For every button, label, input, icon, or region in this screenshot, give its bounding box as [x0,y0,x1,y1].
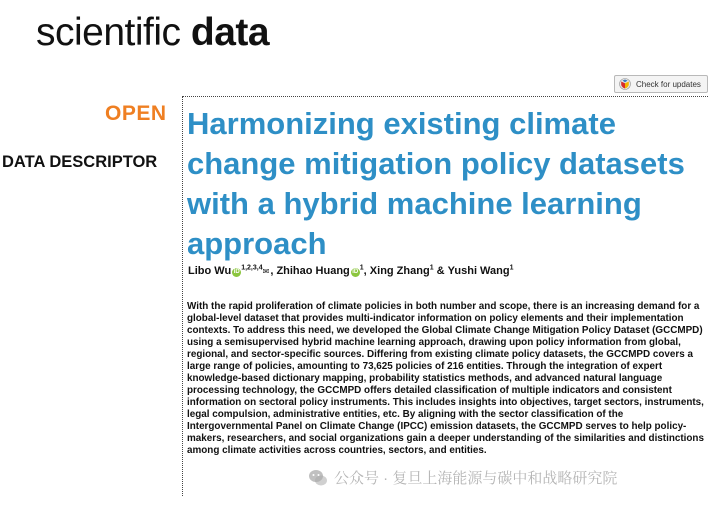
orcid-icon[interactable]: iD [233,268,240,275]
watermark [308,467,617,488]
author-separator: & [433,265,448,277]
author[interactable] [276,265,363,277]
affiliation-marker: 1,2,3,4 [241,264,263,272]
author-separator: , [270,265,277,277]
open-access-label: OPEN [105,102,167,125]
author-list [188,265,514,277]
dotted-vertical-rule [182,96,183,496]
author-name: Yushi Wang [447,265,510,277]
author-name: Libo Wu [188,265,232,277]
orcid-icon[interactable]: iD [352,268,359,275]
journal-logo [36,8,269,58]
affiliation-marker: 1 [429,264,434,272]
affiliation-marker: 1 [509,264,514,272]
abstract: With the rapid proliferation of climate policies in both number and scope, there is an increasing demand for a global-level dataset that provides multi-indicator information on policy elements and their implementation contexts. To address this need, we developed the Global Climate Change Mitigation Policy Dataset (GCCMPD) using a semisupervised hybrid machine learning approach, drawing upon policy information from global, regional, and sector-specific sources. Differing from existing climate policy datasets, the GCCMPD covers a large range of policies, amounting to 73,625 policies of 216 entities. Through the integration of expert knowledge-based dictionary mapping, probability statistics methods, and advanced natural language processing technology, the GCCMPD offers detailed classification of multiple indicators and consistent information on sectoral policy instruments. This includes insights into objectives, target sectors, instruments, legal compulsion, administrative entities, etc. By aligning with the sector classification of the Intergovernmental Panel on Climate Change (IPCC) emission datasets, the GCCMPD serves to help policy-makers, researchers, and social organizations gain a deeper understanding of the similarities and distinctions among climate activities across countries, sectors, and entities. [187,301,704,456]
article-type-label: DATA DESCRIPTOR [2,153,158,171]
author-separator: , [363,265,370,277]
author[interactable] [370,265,434,277]
author-name: Zhihao Huang [276,265,350,277]
wechat-icon [308,468,328,488]
envelope-icon[interactable]: ✉ [262,267,270,276]
author[interactable] [188,265,270,277]
author[interactable] [448,265,514,277]
affiliation-marker: 1 [359,264,364,272]
watermark-text: 公众号 · 复旦上海能源与碳中和战略研究院 [334,470,618,487]
check-for-updates-button[interactable] [614,75,708,93]
dotted-rule [183,96,708,97]
journal-logo-light: scientific [36,11,191,54]
article-title: Harmonizing existing climate change mitigation policy datasets with a hybrid machine learning approach [187,106,685,261]
journal-logo-bold: data [190,11,270,54]
crossmark-icon [619,78,631,90]
author-name: Xing Zhang [369,265,430,277]
check-for-updates-label: Check for updates [636,79,701,89]
